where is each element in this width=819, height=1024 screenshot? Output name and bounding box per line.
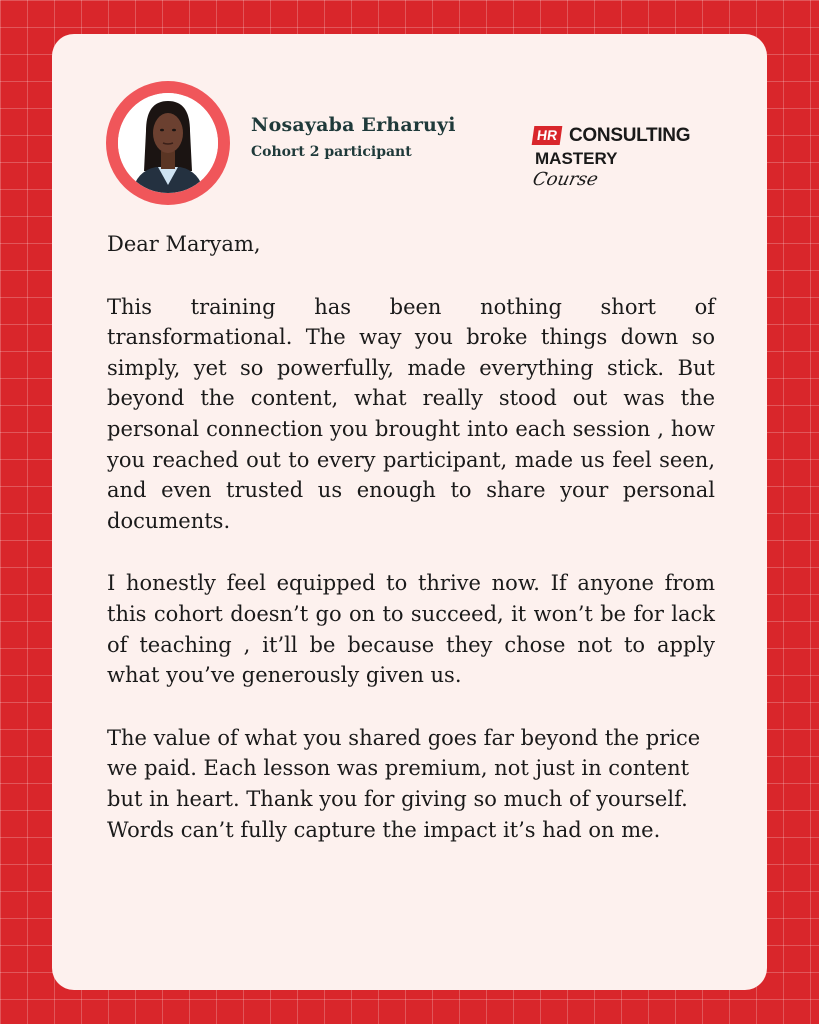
logo-course: Course <box>530 169 600 190</box>
avatar <box>118 93 218 193</box>
letter-greeting: Dear Maryam, <box>107 232 261 256</box>
letter-paragraph: I honestly feel equipped to thrive now. If anyone from this cohort doesn’t go on to succeed, it won’t be for lack of teaching , it’ll be because they chose not to apply what you’ve generously given us. <box>107 571 715 688</box>
letter-body <box>107 229 715 877</box>
logo-hr-badge: HR <box>532 126 563 145</box>
participant-name: Nosayaba Erharuyi <box>251 114 456 136</box>
logo-consulting: CONSULTING <box>569 125 691 146</box>
letter-paragraph: The value of what you shared goes far beyond the price we paid. Each lesson was premium, not just in content but in heart. Thank you for giving so much of yourself. Words can’t fully capture the impact it’s had on me. <box>107 725 701 842</box>
participant-role: Cohort 2 participant <box>251 144 412 160</box>
course-logo <box>530 125 733 206</box>
logo-mastery: MASTERY <box>535 149 618 168</box>
testimonial-card <box>52 34 767 990</box>
letter-paragraph: This training has been nothing short of transformational. The way you broke things down so simply, yet so powerfully, made everything stick. But beyond the content, what really stood out was the personal connection you brought into each session , how you reached out to every participant, made us feel seen, and even trusted us enough to share your personal documents. <box>107 294 715 533</box>
portrait-photo-icon <box>118 93 218 193</box>
avatar-ring <box>106 81 230 205</box>
